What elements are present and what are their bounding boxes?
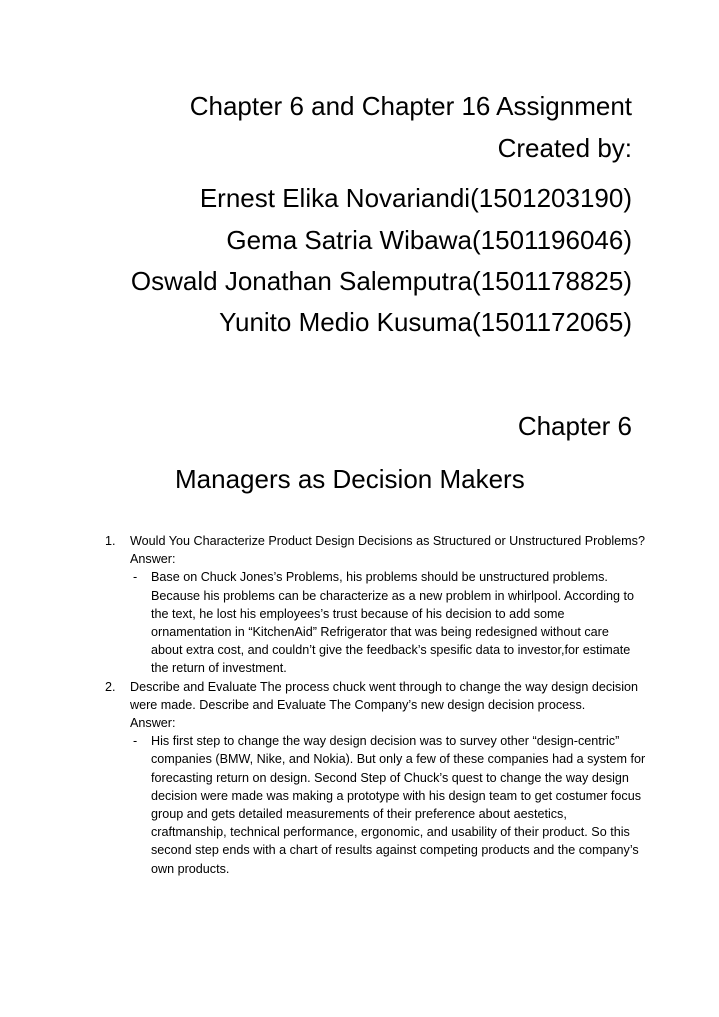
answer-line: His first step to change the way design decision was to survey other “design-centric” [151,734,620,749]
answer-bullet [130,732,645,878]
chapter-label: Chapter 6 [517,411,632,441]
question-text: were made. Describe and Evaluate The Company’s new design decision process. [130,697,586,712]
questions-list [105,532,645,878]
question-2 [105,678,645,878]
created-by-label: Created by: [497,133,632,163]
chapter-subtitle: Managers as Decision Makers [175,464,525,494]
question-text: Would You Characterize Product Design Decisions as Structured or Unstructured Problems? [130,534,645,548]
author-1: Ernest Elika Novariandi(1501203190) [199,183,632,213]
assignment-title: Chapter 6 and Chapter 16 Assignment [189,91,632,121]
answer-line: craftmanship, technical performance, ergonomic, and usability of their product. So this [151,825,630,840]
author-4: Yunito Medio Kusuma(1501172065) [219,307,632,337]
answer-line: the text, he lost his employees’s trust because of his decision to add some [151,606,565,621]
answer-label: Answer: [130,552,176,567]
bullet-dash: - [133,570,138,585]
answer-line: group and gets detailed measurements of their preference about aestetics, [151,807,567,822]
author-3: Oswald Jonathan Salemputra(1501178825) [130,266,632,296]
question-text: Describe and Evaluate The process chuck went through to change the way design decision [130,679,639,694]
question-number: 1. [105,534,116,548]
answer-line: Because his problems can be characterize as a new problem in whirlpool. According to [151,588,635,603]
answer-line: decision were made was making a prototype with his design team to get costumer focus [151,788,642,803]
bullet-dash: - [133,734,138,749]
answer-bullet [130,568,645,677]
answer-line: second step ends with a chart of results against competing products and the company’s [151,843,639,858]
question-1 [105,532,645,678]
answer-line: about extra cost, and couldn’t give the feedback’s spesific data to investor,for estimate [151,643,631,658]
answer-line: Base on Chuck Jones’s Problems, his problems should be unstructured problems. [151,570,608,585]
answer-line: forecasting return on design. Second Step of Chuck’s quest to change the way design [151,770,629,785]
answer-line: ornamentation in “KitchenAid” Refrigerator that was being redesigned without care [151,625,609,640]
answer-line: own products. [151,861,230,876]
answer-label: Answer: [130,716,176,731]
author-2: Gema Satria Wibawa(1501196046) [226,225,632,255]
answer-line: the return of investment. [151,661,287,676]
question-number: 2. [105,679,116,694]
answer-line: companies (BMW, Nike, and Nokia). But only a few of these companies had a system for [151,752,646,767]
